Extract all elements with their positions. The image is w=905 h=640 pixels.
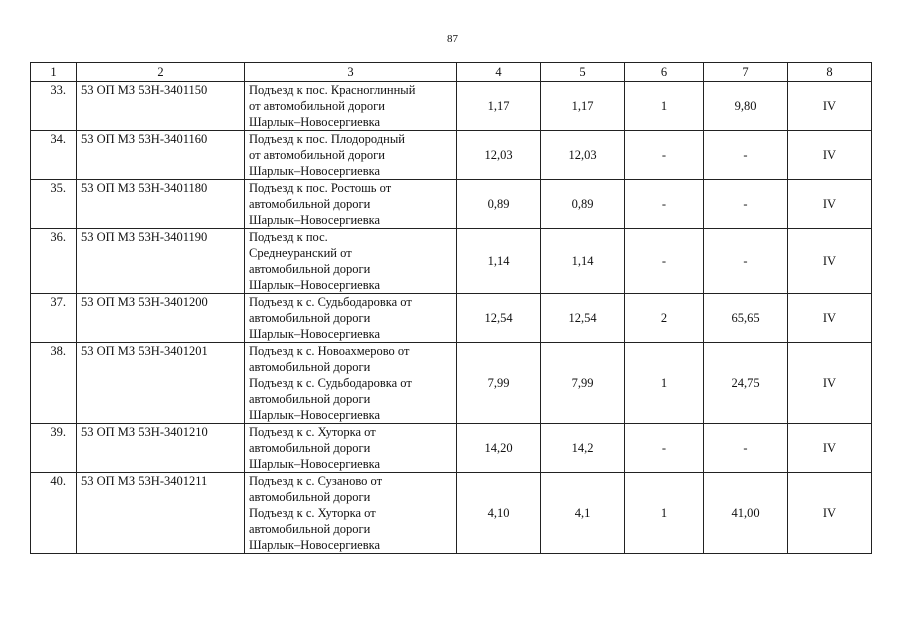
table-row: [31, 473, 872, 554]
category-cell: IV: [788, 82, 872, 131]
column-4-cell: 14,20: [457, 424, 541, 473]
road-code-cell: 53 ОП МЗ 53Н-3401190: [77, 229, 245, 294]
column-5-cell: 12,03: [541, 131, 625, 180]
category-cell: IV: [788, 473, 872, 554]
category-cell: IV: [788, 229, 872, 294]
header-cell-8: 8: [788, 63, 872, 82]
header-cell-6: 6: [625, 63, 704, 82]
column-7-cell: 9,80: [704, 82, 788, 131]
table-row: [31, 131, 872, 180]
road-name-cell: [245, 294, 457, 343]
column-5-cell: 14,2: [541, 424, 625, 473]
road-name-line: Шарлык–Новосергиевка: [249, 327, 381, 341]
column-6-cell: -: [625, 180, 704, 229]
road-name-line: автомобильной дороги: [249, 311, 371, 325]
table-row: [31, 82, 872, 131]
road-name-line: Подъезд к с. Судьбодаровка от: [249, 295, 412, 309]
column-5-cell: 4,1: [541, 473, 625, 554]
table-row: [31, 180, 872, 229]
column-7-cell: -: [704, 131, 788, 180]
header-row: [31, 63, 872, 82]
road-code-cell: 53 ОП МЗ 53Н-3401180: [77, 180, 245, 229]
column-4-cell: 7,99: [457, 343, 541, 424]
category-cell: IV: [788, 131, 872, 180]
column-6-cell: 1: [625, 343, 704, 424]
road-name-line: автомобильной дороги: [249, 522, 371, 536]
column-4-cell: 1,14: [457, 229, 541, 294]
row-number-cell: 36.: [31, 229, 77, 294]
road-name-line: Подъезд к с. Новоахмерово от: [249, 344, 410, 358]
roads-table: [30, 62, 872, 554]
roads-table-body: [31, 82, 872, 554]
road-name-line: Подъезд к пос. Ростошь от: [249, 181, 392, 195]
road-name-line: автомобильной дороги: [249, 197, 371, 211]
column-4-cell: 12,54: [457, 294, 541, 343]
header-cell-2: 2: [77, 63, 245, 82]
road-code-cell: 53 ОП МЗ 53Н-3401160: [77, 131, 245, 180]
road-code-cell: 53 ОП МЗ 53Н-3401150: [77, 82, 245, 131]
column-4-cell: 12,03: [457, 131, 541, 180]
road-name-line: автомобильной дороги: [249, 490, 371, 504]
road-name-cell: [245, 473, 457, 554]
column-5-cell: 0,89: [541, 180, 625, 229]
column-6-cell: -: [625, 229, 704, 294]
table-row: [31, 294, 872, 343]
road-name-cell: [245, 180, 457, 229]
road-code-cell: 53 ОП МЗ 53Н-3401201: [77, 343, 245, 424]
road-name-line: Шарлык–Новосергиевка: [249, 164, 381, 178]
header-cell-4: 4: [457, 63, 541, 82]
road-code-cell: 53 ОП МЗ 53Н-3401210: [77, 424, 245, 473]
column-7-cell: -: [704, 180, 788, 229]
column-4-cell: 1,17: [457, 82, 541, 131]
column-4-cell: 4,10: [457, 473, 541, 554]
road-name-cell: [245, 82, 457, 131]
category-cell: IV: [788, 180, 872, 229]
column-7-cell: -: [704, 229, 788, 294]
table-row: [31, 343, 872, 424]
road-name-line: Подъезд к пос. Красноглинный: [249, 83, 416, 97]
road-name-line: Шарлык–Новосергиевка: [249, 538, 381, 552]
column-7-cell: -: [704, 424, 788, 473]
page-number: 87: [447, 33, 458, 45]
row-number-cell: 39.: [31, 424, 77, 473]
road-name-line: Шарлык–Новосергиевка: [249, 213, 381, 227]
table-row: [31, 229, 872, 294]
column-5-cell: 7,99: [541, 343, 625, 424]
road-name-line: автомобильной дороги: [249, 262, 371, 276]
road-name-line: Шарлык–Новосергиевка: [249, 115, 381, 129]
category-cell: IV: [788, 294, 872, 343]
road-code-cell: 53 ОП МЗ 53Н-3401200: [77, 294, 245, 343]
category-cell: IV: [788, 424, 872, 473]
header-cell-5: 5: [541, 63, 625, 82]
row-number-cell: 35.: [31, 180, 77, 229]
column-7-cell: 24,75: [704, 343, 788, 424]
road-name-line: Шарлык–Новосергиевка: [249, 408, 381, 422]
road-name-line: Шарлык–Новосергиевка: [249, 278, 381, 292]
row-number-cell: 38.: [31, 343, 77, 424]
road-name-line: Подъезд к с. Хуторка от: [249, 425, 376, 439]
row-number-cell: 34.: [31, 131, 77, 180]
table-row: [31, 424, 872, 473]
column-7-cell: 65,65: [704, 294, 788, 343]
row-number-cell: 37.: [31, 294, 77, 343]
road-name-line: Подъезд к с. Хуторка от: [249, 506, 376, 520]
column-6-cell: 1: [625, 82, 704, 131]
road-name-line: Шарлык–Новосергиевка: [249, 457, 381, 471]
road-name-line: Подъезд к с. Судьбодаровка от: [249, 376, 412, 390]
column-5-cell: 12,54: [541, 294, 625, 343]
column-4-cell: 0,89: [457, 180, 541, 229]
road-name-line: автомобильной дороги: [249, 392, 371, 406]
road-name-cell: [245, 424, 457, 473]
road-name-line: Подъезд к пос. Плодородный: [249, 132, 405, 146]
header-cell-1: 1: [31, 63, 77, 82]
column-6-cell: 2: [625, 294, 704, 343]
road-name-cell: [245, 343, 457, 424]
header-cell-3: 3: [245, 63, 457, 82]
row-number-cell: 40.: [31, 473, 77, 554]
column-6-cell: -: [625, 424, 704, 473]
column-5-cell: 1,17: [541, 82, 625, 131]
column-7-cell: 41,00: [704, 473, 788, 554]
column-5-cell: 1,14: [541, 229, 625, 294]
road-name-cell: [245, 131, 457, 180]
column-6-cell: -: [625, 131, 704, 180]
road-code-cell: 53 ОП МЗ 53Н-3401211: [77, 473, 245, 554]
road-name-line: автомобильной дороги: [249, 360, 371, 374]
road-name-line: Подъезд к с. Сузаново от: [249, 474, 383, 488]
road-name-line: Подъезд к пос.: [249, 230, 328, 244]
header-cell-7: 7: [704, 63, 788, 82]
road-name-cell: [245, 229, 457, 294]
column-6-cell: 1: [625, 473, 704, 554]
road-name-line: автомобильной дороги: [249, 441, 371, 455]
road-name-line: Среднеуранский от: [249, 246, 352, 260]
road-name-line: от автомобильной дороги: [249, 99, 385, 113]
category-cell: IV: [788, 343, 872, 424]
row-number-cell: 33.: [31, 82, 77, 131]
road-name-line: от автомобильной дороги: [249, 148, 385, 162]
